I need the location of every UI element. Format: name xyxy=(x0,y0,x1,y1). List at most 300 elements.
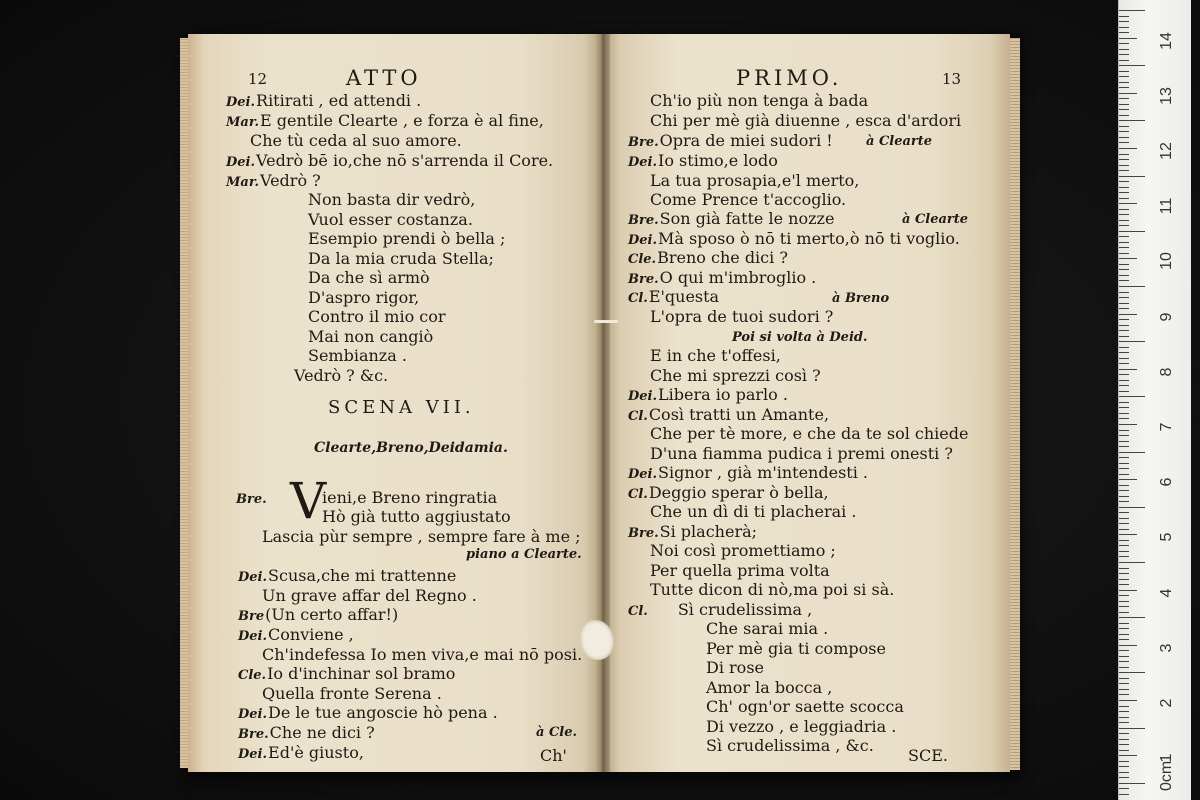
text-line xyxy=(650,92,868,110)
ruler-tick xyxy=(1119,739,1129,740)
speaker-label: Mar. xyxy=(226,115,259,130)
ruler-tick xyxy=(1119,628,1129,629)
ruler-tick xyxy=(1119,209,1129,210)
ruler-tick xyxy=(1119,176,1145,177)
text-line xyxy=(650,581,894,599)
speaker-label: Cle. xyxy=(628,252,657,267)
speaker-label: Bre. xyxy=(628,213,659,228)
text-line xyxy=(628,484,829,504)
text-line xyxy=(628,210,834,230)
verse-text: Di vezzo , e leggiadria . xyxy=(706,717,897,736)
scene-title: SCENA VII. xyxy=(328,397,475,418)
text-line xyxy=(650,347,781,365)
verse-text: Vedrò ? &c. xyxy=(294,366,389,385)
ruler-tick xyxy=(1119,744,1129,745)
stage-direction: piano a Clearte. xyxy=(466,547,582,562)
ruler-number: 6 xyxy=(1158,477,1175,487)
ruler-tick xyxy=(1119,137,1129,138)
verse-text: Contro il mio cor xyxy=(308,307,446,326)
text-line xyxy=(628,464,868,484)
ruler-tick xyxy=(1119,761,1129,762)
stage-direction: Poi si volta à Deid. xyxy=(732,330,868,345)
ruler-tick xyxy=(1119,16,1129,17)
running-head: PRIMO. xyxy=(736,66,843,90)
ruler-tick xyxy=(1119,711,1129,712)
ruler-tick xyxy=(1119,181,1129,182)
text-line xyxy=(308,250,494,268)
speaker-label: Cl. xyxy=(628,409,648,424)
verse-text: Di rose xyxy=(706,658,764,677)
ruler-tick xyxy=(1119,148,1137,149)
verse-text: Che un dì di ti placherai . xyxy=(650,502,857,521)
verse-text: Sì crudelissima , xyxy=(677,600,813,619)
ruler-tick xyxy=(1119,430,1129,431)
ruler-tick xyxy=(1119,253,1129,254)
ruler-tick xyxy=(1119,82,1129,83)
ruler-tick xyxy=(1119,700,1137,701)
verse-text: Ch'io più non tenga à bada xyxy=(650,91,869,110)
ruler-tick xyxy=(1119,336,1129,337)
text-line xyxy=(628,152,778,172)
measuring-ruler xyxy=(1118,0,1191,800)
stage-direction: à Cle. xyxy=(536,725,578,740)
speaker-label: Cl. xyxy=(628,604,648,619)
ruler-tick xyxy=(1119,540,1129,541)
text-line xyxy=(262,587,477,605)
ruler-tick xyxy=(1119,286,1145,287)
ruler-number: 9 xyxy=(1158,312,1175,322)
ruler-tick xyxy=(1119,606,1129,607)
stage-direction: à Breno xyxy=(832,291,890,306)
ruler-tick xyxy=(1119,225,1129,226)
ruler-tick xyxy=(1119,369,1137,370)
verse-text: Ritirati , ed attendi . xyxy=(256,91,422,110)
ruler-tick xyxy=(1119,501,1129,502)
ruler-tick xyxy=(1119,722,1129,723)
text-line xyxy=(308,191,475,209)
text-line xyxy=(650,503,856,521)
ruler-number: 4 xyxy=(1158,588,1175,598)
text-line xyxy=(308,328,433,346)
ruler-number: 1 xyxy=(1158,753,1175,763)
ruler-tick xyxy=(1119,71,1129,72)
ruler-tick xyxy=(1119,755,1137,756)
speaker-label: Bre. xyxy=(628,526,659,541)
speaker-label: Cl. xyxy=(628,487,648,502)
ruler-tick xyxy=(1119,347,1129,348)
ruler-tick xyxy=(1119,60,1129,61)
ruler-tick xyxy=(1119,319,1129,320)
speaker-label: Dei. xyxy=(238,747,268,762)
ruler-tick xyxy=(1119,242,1129,243)
binding-thread xyxy=(594,320,618,323)
ruler-tick xyxy=(1119,479,1137,480)
stage-direction: à Clearte xyxy=(902,212,969,227)
verse-text: Libera io parlo . xyxy=(658,385,788,404)
ruler-tick xyxy=(1119,794,1129,795)
ruler-tick xyxy=(1119,308,1129,309)
text-line xyxy=(650,367,821,385)
ruler-tick xyxy=(1119,645,1137,646)
speaker-label: Bre. xyxy=(628,272,659,287)
verse-text: De le tue angoscie hò pena . xyxy=(268,703,498,722)
verse-text: Lascia pùr sempre , sempre fare à me ; xyxy=(262,527,581,546)
verse-text: La tua prosapia,e'l merto, xyxy=(650,171,860,190)
verse-text: Non basta dir vedrò, xyxy=(308,190,476,209)
text-line xyxy=(706,620,828,638)
text-line xyxy=(238,626,354,646)
verse-text: O qui m'imbroglio . xyxy=(659,268,817,287)
ruler-tick xyxy=(1119,131,1129,132)
text-line xyxy=(322,489,497,507)
text-line xyxy=(706,718,896,736)
text-line xyxy=(628,601,812,621)
ruler-tick xyxy=(1119,562,1145,563)
verse-text: Quella fronte Serena . xyxy=(262,684,442,703)
speaker-label: Bre. xyxy=(238,727,269,742)
text-line xyxy=(706,640,886,658)
verse-text: Opra de miei sudori ! xyxy=(659,131,833,150)
text-line xyxy=(628,132,833,152)
ruler-tick xyxy=(1119,650,1129,651)
verse-text: Io d'inchinar sol bramo xyxy=(267,664,456,683)
verse-text: Un grave affar del Regno . xyxy=(262,586,477,605)
verse-text: Deggio sperar ò bella, xyxy=(648,483,829,502)
ruler-tick xyxy=(1119,777,1129,778)
verse-text: Vuol esser costanza. xyxy=(308,210,473,229)
ruler-tick xyxy=(1119,165,1129,166)
verse-text: E'questa xyxy=(648,287,720,306)
ruler-tick xyxy=(1119,391,1129,392)
ruler-tick xyxy=(1119,192,1129,193)
ruler-tick xyxy=(1119,385,1129,386)
ruler-tick xyxy=(1119,330,1129,331)
speaker-label: Bre. xyxy=(236,492,267,507)
text-line xyxy=(706,679,832,697)
ruler-tick xyxy=(1119,120,1145,121)
ruler-tick xyxy=(1119,689,1129,690)
verse-text: Che ne dici ? xyxy=(269,723,375,742)
ruler-tick xyxy=(1119,341,1145,342)
ruler-tick xyxy=(1119,407,1129,408)
ruler-tick xyxy=(1119,446,1129,447)
ruler-tick xyxy=(1119,435,1129,436)
speaker-label: Dei. xyxy=(238,570,268,585)
ruler-tick xyxy=(1119,424,1137,425)
ruler-tick xyxy=(1119,187,1129,188)
page-number: 13 xyxy=(942,70,962,88)
ruler-tick xyxy=(1119,93,1137,94)
text-line xyxy=(650,445,953,463)
text-line xyxy=(650,425,968,443)
speaker-label: Dei. xyxy=(628,467,658,482)
text-line xyxy=(250,132,462,150)
text-line xyxy=(650,172,859,190)
text-line xyxy=(628,230,960,250)
text-line xyxy=(308,230,505,248)
verse-text: Ch'indefessa Io men viva,e mai nō posi. xyxy=(262,645,583,664)
text-line xyxy=(238,744,364,764)
stage-direction: à Clearte xyxy=(866,134,933,149)
ruler-tick xyxy=(1119,280,1129,281)
ruler-tick xyxy=(1119,529,1129,530)
ruler-tick xyxy=(1119,496,1129,497)
verse-text: Conviene , xyxy=(268,625,354,644)
text-line xyxy=(650,562,830,580)
text-line xyxy=(226,152,553,172)
ruler-tick xyxy=(1119,159,1129,160)
verse-text: Sembianza . xyxy=(308,346,407,365)
text-line xyxy=(238,606,398,626)
verse-text: Così tratti un Amante, xyxy=(648,405,830,424)
ruler-tick xyxy=(1119,292,1129,293)
text-line xyxy=(308,347,407,365)
ruler-tick xyxy=(1119,115,1129,116)
ruler-number: 10 xyxy=(1158,252,1175,271)
text-line xyxy=(238,724,375,744)
ruler-tick xyxy=(1119,231,1145,232)
ruler-tick xyxy=(1119,474,1129,475)
ruler-tick xyxy=(1119,198,1129,199)
ruler-tick xyxy=(1119,10,1145,11)
ruler-tick xyxy=(1119,750,1129,751)
text-line xyxy=(322,508,511,526)
speaker-label: Cle. xyxy=(238,668,267,683)
ruler-tick xyxy=(1119,523,1129,524)
text-line xyxy=(238,704,498,724)
text-line xyxy=(628,288,719,308)
ruler-tick xyxy=(1119,656,1129,657)
ruler-tick xyxy=(1119,694,1129,695)
ruler-tick xyxy=(1119,612,1129,613)
ruler-tick xyxy=(1119,32,1129,33)
verse-text: Mai non cangiò xyxy=(308,327,434,346)
speaker-label: Dei. xyxy=(226,155,256,170)
ruler-tick xyxy=(1119,65,1145,66)
text-line xyxy=(628,269,816,289)
text-line xyxy=(650,191,846,209)
text-line xyxy=(308,211,473,229)
verse-text: Mà sposo ò nō ti merto,ò nō ti voglio. xyxy=(658,229,960,248)
ruler-tick xyxy=(1119,667,1129,668)
text-line xyxy=(628,386,788,406)
ruler-tick xyxy=(1119,269,1129,270)
ruler-tick xyxy=(1119,441,1129,442)
speaker-label: Mar. xyxy=(226,175,259,190)
right-page xyxy=(604,34,1010,772)
ruler-tick xyxy=(1119,672,1145,673)
verse-text: Che per tè more, e che da te sol chiede xyxy=(650,424,969,443)
text-line xyxy=(226,112,544,132)
verse-text: D'una fiamma pudica i premi onesti ? xyxy=(650,444,953,463)
ruler-tick xyxy=(1119,27,1129,28)
text-line xyxy=(238,665,455,685)
speaker-label: Dei. xyxy=(628,389,658,404)
verse-text: Son già fatte le nozze xyxy=(659,209,835,228)
verse-text: Vedrò ? xyxy=(260,171,321,190)
open-book xyxy=(180,24,1020,778)
text-line xyxy=(628,249,788,269)
ruler-tick xyxy=(1119,717,1129,718)
verse-text: Scusa,che mi trattenne xyxy=(268,566,457,585)
ruler-tick xyxy=(1119,98,1129,99)
ruler-tick xyxy=(1119,639,1129,640)
ruler-tick xyxy=(1119,452,1145,453)
verse-text: Chi per mè già diuenne , esca d'ardori xyxy=(650,111,962,130)
running-head: ATTO xyxy=(346,66,422,90)
ruler-tick xyxy=(1119,623,1129,624)
ruler-tick xyxy=(1119,733,1129,734)
ruler-tick xyxy=(1119,661,1129,662)
verse-text: Signor , già m'intendesti . xyxy=(658,463,868,482)
ruler-tick xyxy=(1119,788,1129,789)
verse-text: Che mi sprezzi così ? xyxy=(650,366,821,385)
ruler-tick xyxy=(1119,545,1129,546)
ruler-tick xyxy=(1119,54,1129,55)
ruler-tick xyxy=(1119,706,1129,707)
ruler-tick xyxy=(1119,485,1129,486)
verse-text: D'aspro rigor, xyxy=(308,288,420,307)
speaker-label: Dei. xyxy=(238,707,268,722)
ruler-tick xyxy=(1119,87,1129,88)
verse-text: Sì crudelissima , &c. xyxy=(706,736,874,755)
ruler-tick xyxy=(1119,601,1129,602)
ruler-tick xyxy=(1119,534,1137,535)
ruler-tick xyxy=(1119,49,1129,50)
ruler-tick xyxy=(1119,413,1129,414)
text-line xyxy=(262,646,582,664)
speaker-label: Bre. xyxy=(628,135,659,150)
text-line xyxy=(628,406,829,426)
ruler-tick xyxy=(1119,38,1137,39)
ruler-number: 11 xyxy=(1158,197,1175,215)
verse-text: Noi così promettiamo ; xyxy=(650,541,836,560)
ruler-tick xyxy=(1119,468,1129,469)
ruler-tick xyxy=(1119,678,1129,679)
ruler-number: 2 xyxy=(1158,698,1175,708)
ruler-tick xyxy=(1119,634,1129,635)
ruler-tick xyxy=(1119,683,1129,684)
verse-text: Esempio prendi ò bella ; xyxy=(308,229,506,248)
catchword: Ch' xyxy=(540,746,567,765)
ruler-tick xyxy=(1119,236,1129,237)
verse-text: Che sarai mia . xyxy=(706,619,829,638)
speaker-label: Bre xyxy=(238,609,265,624)
ruler-number: 14 xyxy=(1158,31,1175,50)
ruler-tick xyxy=(1119,457,1129,458)
verse-text: E in che t'offesi, xyxy=(650,346,781,365)
text-line xyxy=(308,308,446,326)
ruler-tick xyxy=(1119,358,1129,359)
text-line xyxy=(294,367,388,385)
ruler-tick xyxy=(1119,396,1145,397)
verse-text: Per quella prima volta xyxy=(650,561,830,580)
ruler-number: 3 xyxy=(1158,643,1175,653)
verse-text: Breno che dici ? xyxy=(657,248,788,267)
text-line xyxy=(226,172,321,192)
ruler-tick xyxy=(1119,374,1129,375)
ruler-number: 8 xyxy=(1158,367,1175,377)
left-page xyxy=(188,34,600,772)
ruler-tick xyxy=(1119,247,1129,248)
ruler-tick xyxy=(1119,617,1145,618)
verse-text: Per mè gia ti compose xyxy=(706,639,886,658)
ruler-tick xyxy=(1119,568,1129,569)
verse-text: Si placherà; xyxy=(659,522,758,541)
ruler-tick xyxy=(1119,297,1129,298)
ruler-tick xyxy=(1119,556,1129,557)
verse-text: Che tù ceda al suo amore. xyxy=(250,131,462,150)
text-line xyxy=(706,659,764,677)
verse-text: E gentile Clearte , e forza è al fine, xyxy=(260,111,544,130)
ruler-tick xyxy=(1119,21,1129,22)
ruler-tick xyxy=(1119,402,1129,403)
ruler-tick xyxy=(1119,76,1129,77)
ruler-tick xyxy=(1119,584,1129,585)
ruler-tick xyxy=(1119,363,1129,364)
text-line xyxy=(226,92,421,112)
ruler-tick xyxy=(1119,214,1129,215)
verse-text: L'opra de tuoi sudori ? xyxy=(650,307,834,326)
ruler-number: 7 xyxy=(1158,422,1175,432)
text-line xyxy=(650,112,961,130)
ruler-tick xyxy=(1119,573,1129,574)
ruler-number: 12 xyxy=(1158,142,1175,160)
speaker-label: Dei. xyxy=(628,233,658,248)
text-line xyxy=(308,269,430,287)
text-line xyxy=(262,685,442,703)
ruler-tick xyxy=(1119,352,1129,353)
ruler-tick xyxy=(1119,109,1129,110)
ruler-tick xyxy=(1119,728,1145,729)
speaker-label: Dei. xyxy=(226,95,256,110)
text-line xyxy=(650,308,833,326)
text-line xyxy=(706,737,874,755)
verse-text: Io stimo,e lodo xyxy=(658,151,778,170)
verse-text: Ch' ogn'or saette scocca xyxy=(706,697,904,716)
ruler-tick xyxy=(1119,43,1129,44)
page-number: 12 xyxy=(248,70,268,88)
verse-text: Da la mia cruda Stella; xyxy=(308,249,494,268)
paper-tear xyxy=(580,620,614,660)
drop-capital: V xyxy=(290,472,327,530)
ruler-tick xyxy=(1119,380,1129,381)
ruler-tick xyxy=(1119,275,1129,276)
speaker-label: Cl. xyxy=(628,291,648,306)
ruler-tick xyxy=(1119,551,1129,552)
ruler-tick xyxy=(1119,418,1129,419)
ruler-tick xyxy=(1119,203,1137,204)
ruler-tick xyxy=(1119,154,1129,155)
verse-text: Da che sì armò xyxy=(308,268,430,287)
scene-cast: Clearte,Breno,Deidamia. xyxy=(314,440,508,456)
text-line xyxy=(308,289,419,307)
ruler-tick xyxy=(1119,264,1129,265)
verse-text: Come Prence t'accoglio. xyxy=(650,190,847,209)
ruler-tick xyxy=(1119,507,1145,508)
ruler-tick xyxy=(1119,170,1129,171)
text-line xyxy=(628,523,757,543)
ruler-tick xyxy=(1119,258,1137,259)
ruler-tick xyxy=(1119,512,1129,513)
ruler-tick xyxy=(1119,772,1129,773)
ruler-tick xyxy=(1119,314,1137,315)
verse-text: Ed'è giusto, xyxy=(268,743,364,762)
ruler-tick xyxy=(1119,783,1145,784)
ruler-tick xyxy=(1119,518,1129,519)
ruler-number: 13 xyxy=(1158,86,1175,105)
book-gutter xyxy=(594,34,610,772)
